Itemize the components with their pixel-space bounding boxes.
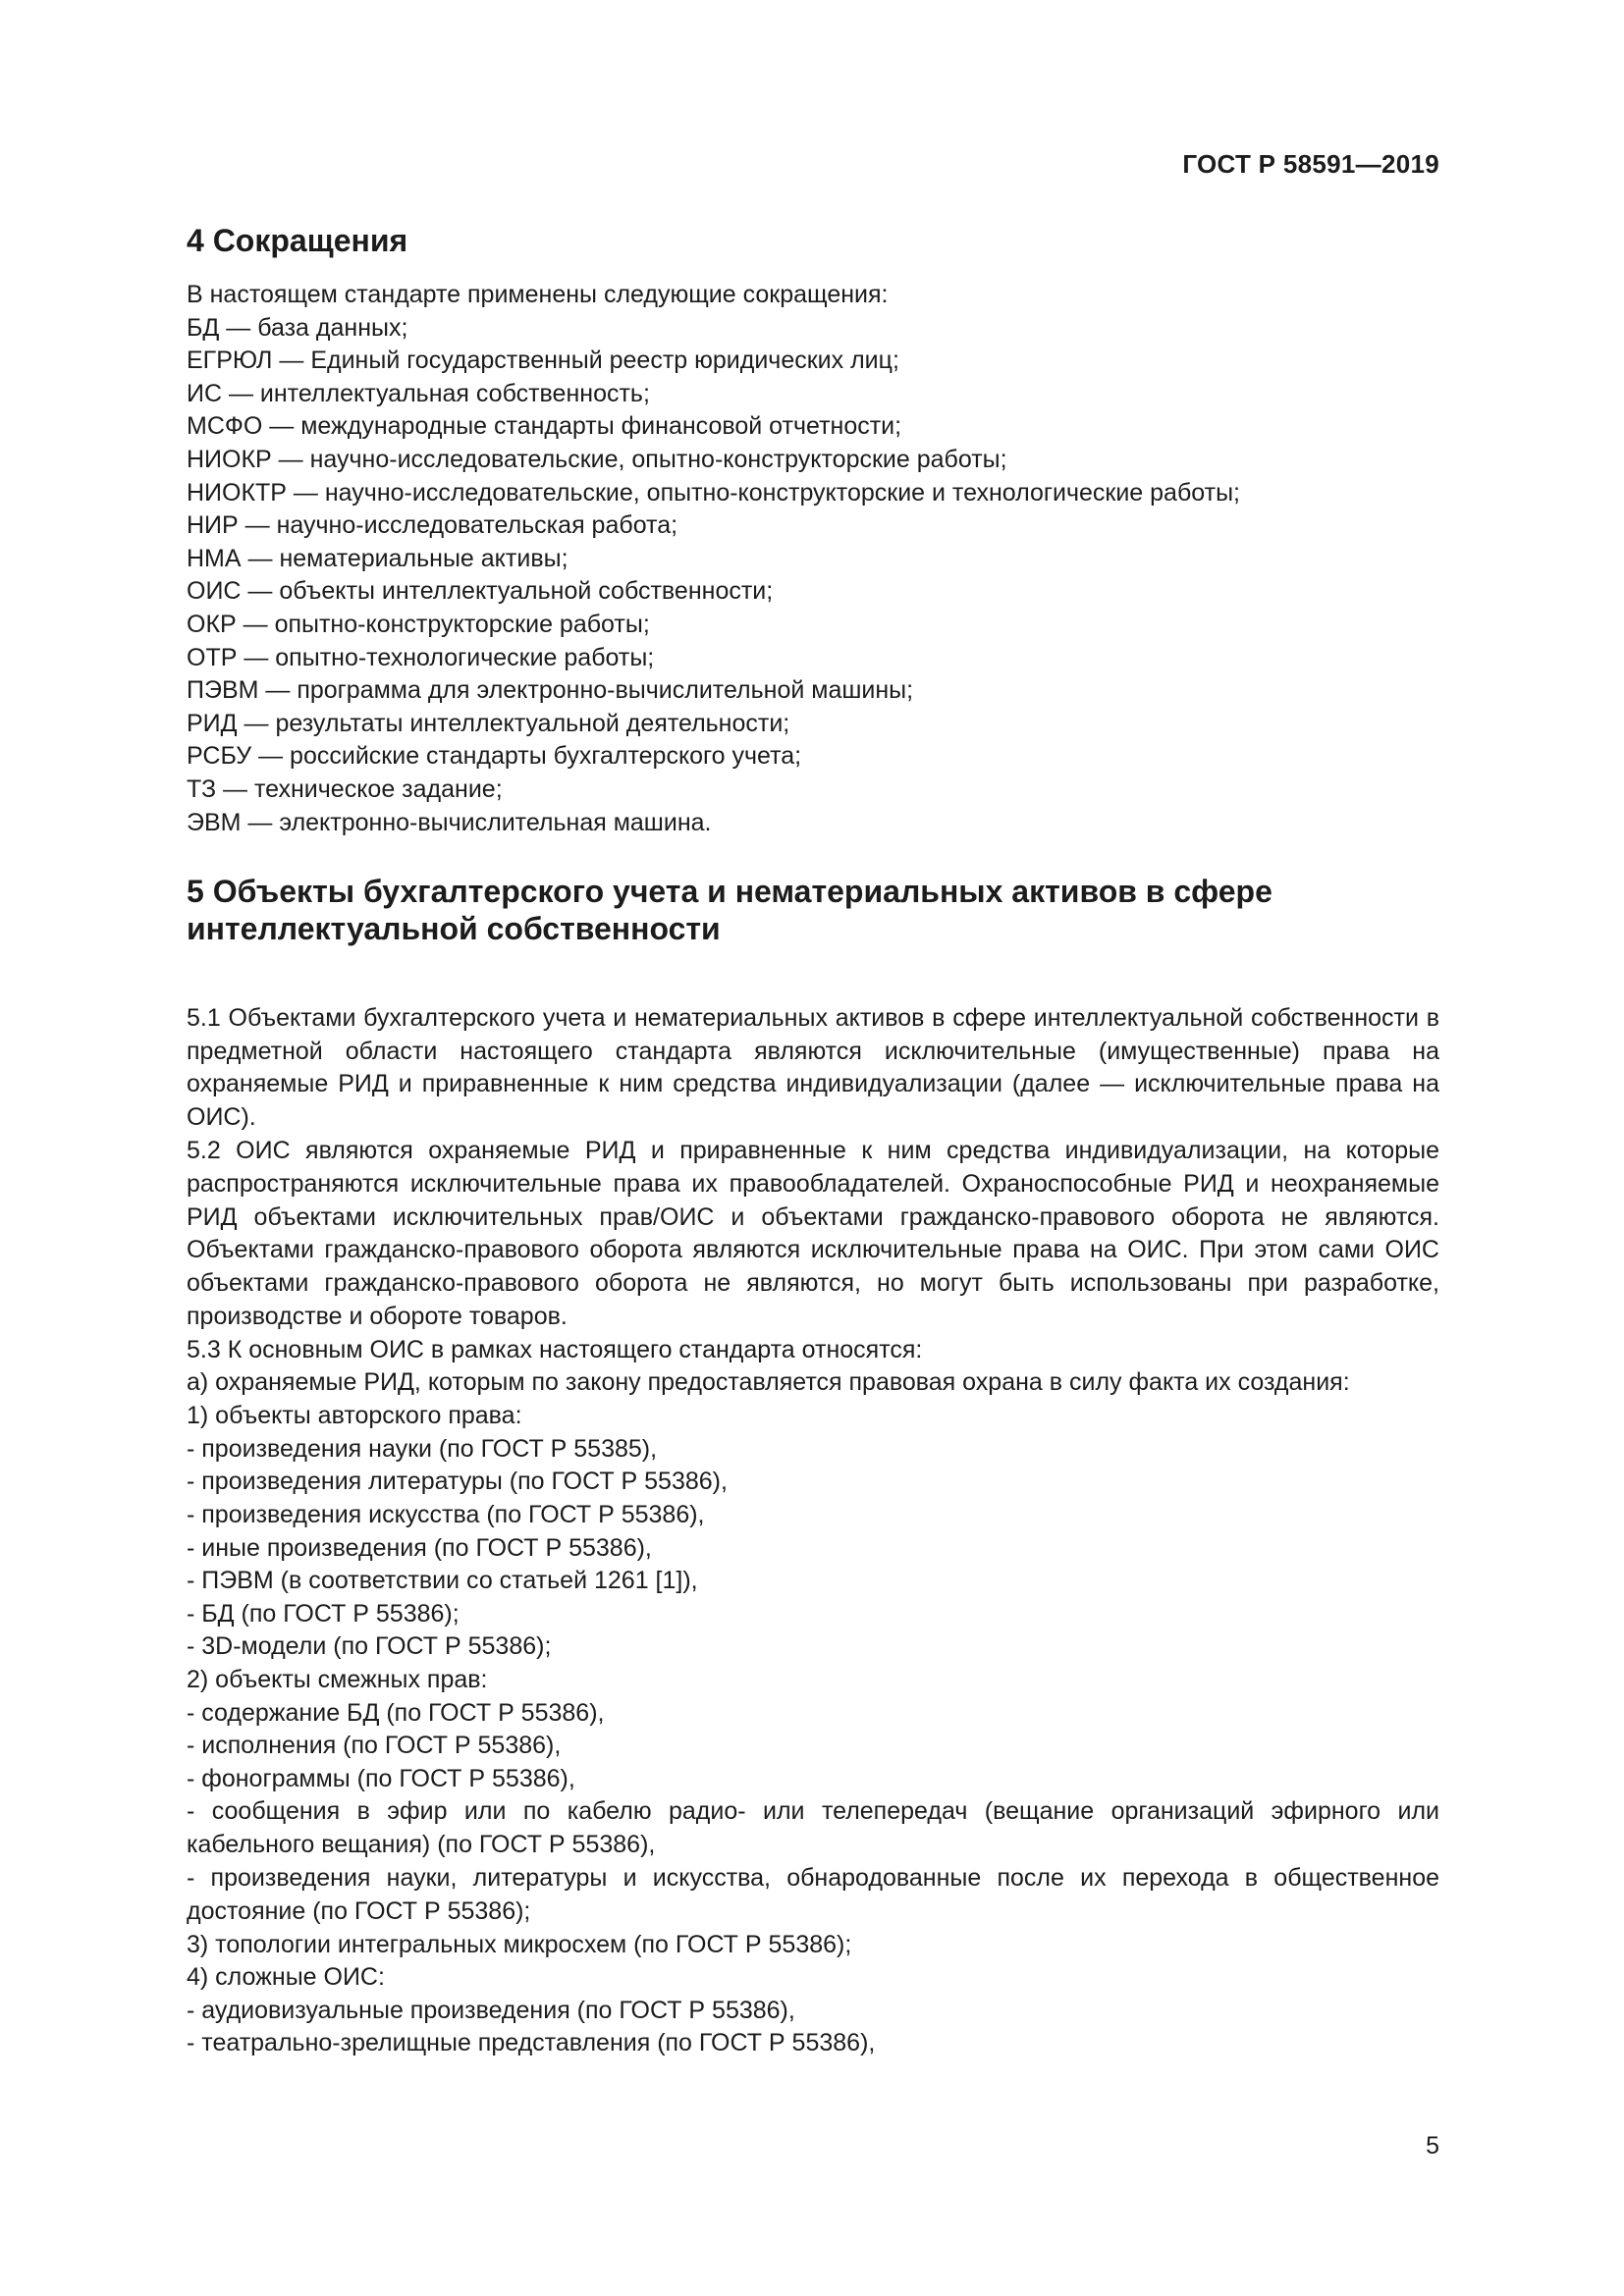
list-item: - 3D-модели (по ГОСТ Р 55386); bbox=[187, 1632, 552, 1661]
abbreviation-item: ИС — интеллектуальная собственность; bbox=[187, 379, 650, 407]
page-number: 5 bbox=[1426, 2132, 1439, 2160]
abbreviation-item: РСБУ — российские стандарты бухгалтерского учета; bbox=[187, 742, 802, 771]
section-5-title bbox=[187, 873, 1439, 947]
list-item: 1) объекты авторского права: bbox=[187, 1402, 522, 1430]
abbreviation-item: ЭВМ — электронно-вычислительная машина. bbox=[187, 808, 712, 836]
abbreviation-item: ОИС — объекты интеллектуальной собственности; bbox=[187, 577, 774, 606]
section-4-title: 4 Сокращения bbox=[187, 223, 408, 258]
abbreviation-item: ПЭВМ — программа для электронно-вычислительной машины; bbox=[187, 676, 914, 705]
list-item: - иные произведения (по ГОСТ Р 55386), bbox=[187, 1533, 652, 1562]
paragraph-5-2: 5.2 ОИС являются охраняемые РИД и приравненные к ним средства индивидуализации, на которые распространяются исключительные права их правообладателей. Охраноспособные РИД и неохраняемые РИД объектами исключительных прав/ОИС и объектами гражданско-правового оборота не являются. Объектами гражданско-правового оборота являются исключительные права на ОИС. При этом сами ОИС объектами гражданско-правового оборота не являются, но могут быть использованы при разработке, производстве и обороте товаров. bbox=[187, 1137, 1439, 1331]
abbreviation-item: НИОКР — научно-исследовательские, опытно-конструкторские работы; bbox=[187, 445, 1007, 473]
abbreviation-item: МСФО — международные стандарты финансовой отчетности; bbox=[187, 412, 902, 441]
list-item: - театрально-зрелищные представления (по ГОСТ Р 55386), bbox=[187, 2029, 876, 2057]
list-item: - исполнения (по ГОСТ Р 55386), bbox=[187, 1732, 562, 1760]
list-item-broadcast: - сообщения в эфир или по кабелю радио- или телепередач (вещание организаций эфирного или кабельного вещания) (по ГОСТ Р 55386), bbox=[187, 1797, 1439, 1859]
abbreviation-item: БД — база данных; bbox=[187, 313, 408, 342]
list-item: - содержание БД (по ГОСТ Р 55386), bbox=[187, 1698, 605, 1727]
paragraph-5-1 bbox=[187, 969, 1439, 1135]
page-content bbox=[187, 222, 1439, 2060]
list-item: - фонограммы (по ГОСТ Р 55386), bbox=[187, 1764, 575, 1792]
list-item: - произведения искусства (по ГОСТ Р 55386), bbox=[187, 1501, 705, 1529]
abbreviation-item: НИОКТР — научно-исследовательские, опытно-конструкторские и технологические работы; bbox=[187, 478, 1240, 507]
paragraph-5-1-text: 5.1 Объектами бухгалтерского учета и нематериальных активов в сфере интеллектуальной собственности в предметной области настоящего стандарта являются исключительные (имущественные) права на охраняемые РИД и приравненные к ним средства индивидуализации (далее — исключительные права на ОИС). bbox=[187, 1003, 1439, 1132]
standard-code: ГОСТ Р 58591—2019 bbox=[1182, 149, 1439, 179]
abbreviation-item: НИР — научно-исследовательская работа; bbox=[187, 511, 678, 540]
abbreviation-item: ЕГРЮЛ — Единый государственный реестр юридических лиц; bbox=[187, 347, 899, 375]
abbreviation-item: ТЗ — техническое задание; bbox=[187, 774, 503, 803]
list-item: - произведения литературы (по ГОСТ Р 55386), bbox=[187, 1468, 728, 1496]
list-item: - БД (по ГОСТ Р 55386); bbox=[187, 1599, 460, 1628]
abbreviations-list bbox=[187, 279, 1439, 839]
section-5-title-line1: 5 Объекты бухгалтерского учета и нематериальных активов в сфере bbox=[187, 874, 1272, 910]
ois-list bbox=[187, 1400, 1439, 2060]
abbreviation-item: НМА — нематериальные активы; bbox=[187, 544, 568, 572]
abbreviations-intro: В настоящем стандарте применены следующие сокращения: bbox=[187, 281, 889, 308]
list-item: 2) объекты смежных прав: bbox=[187, 1666, 488, 1693]
paragraph-5-3-a: а) охраняемые РИД, которым по закону предоставляется правовая охрана в силу факта их создания: bbox=[187, 1368, 1350, 1397]
paragraph-5-3: 5.3 К основным ОИС в рамках настоящего стандарта относятся: bbox=[187, 1335, 923, 1363]
list-item-public-domain: - произведения науки, литературы и искусства, обнародованные после их перехода в общественное достояние (по ГОСТ Р 55386); bbox=[187, 1863, 1439, 1925]
abbreviation-item: РИД — результаты интеллектуальной деятельности; bbox=[187, 709, 790, 737]
list-item: 4) сложные ОИС: bbox=[187, 1963, 385, 1992]
list-item: - произведения науки (по ГОСТ Р 55385), bbox=[187, 1434, 658, 1463]
list-item: - ПЭВМ (в соответствии со статьей 1261 [1]), bbox=[187, 1567, 698, 1595]
list-item: 3) топологии интегральных микросхем (по ГОСТ Р 55386); bbox=[187, 1930, 852, 1958]
list-item: - аудиовизуальные произведения (по ГОСТ Р 55386), bbox=[187, 1996, 795, 2024]
abbreviation-item: ОТР — опытно-технологические работы; bbox=[187, 643, 655, 671]
section-5-title-line2: интеллектуальной собственности bbox=[187, 911, 721, 947]
abbreviation-item: ОКР — опытно-конструкторские работы; bbox=[187, 610, 650, 638]
